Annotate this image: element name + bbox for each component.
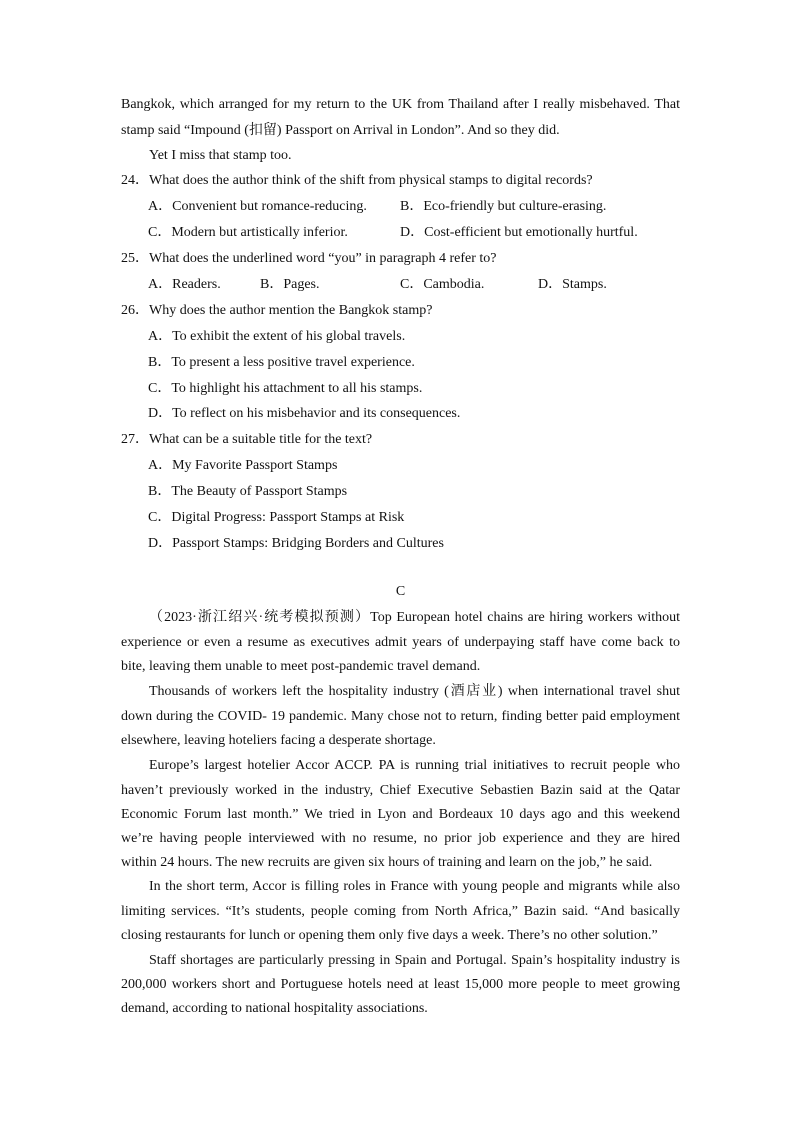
question-24-option-a: A．Convenient but romance-reducing.: [148, 199, 367, 214]
question-26-stem: 26．Why does the author mention the Bangkok stamp?: [121, 303, 433, 318]
passage-b-line-1: Bangkok, which arranged for my return to the UK from Thailand after I really misbehaved. That: [121, 97, 680, 112]
question-26-option-c: C．To highlight his attachment to all his stamps.: [148, 381, 423, 396]
passage-c-p4-line-3: closing restaurants for lunch or opening them only five days a week. There’s no other solution.”: [121, 928, 658, 943]
passage-c-p3-line-1: Europe’s largest hotelier Accor ACCP. PA is running trial initiatives to recruit people who: [149, 758, 680, 773]
question-25-stem: 25．What does the underlined word “you” in paragraph 4 refer to?: [121, 251, 497, 266]
question-25-option-b: B．Pages.: [260, 277, 320, 292]
question-26-option-d: D．To reflect on his misbehavior and its consequences.: [148, 406, 461, 421]
passage-c-p3-line-2: haven’t previously worked in the industry, Chief Executive Sebastien Bazin said at the Qatar: [121, 783, 680, 798]
passage-c-p4-line-2: limiting services. “It’s students, people coming from North Africa,” Bazin said. “And basically: [121, 904, 680, 919]
passage-c-p1-line-2: experience or even a resume as executives admit years of underpaying staff have come back to: [121, 635, 680, 650]
passage-c-p2-line-1: Thousands of workers left the hospitality industry (酒店业) when international travel shut: [149, 684, 680, 699]
question-25-option-a: A．Readers.: [148, 277, 221, 292]
passage-c-p3-line-4: we’re having people interviewed with no resume, no prior job experience and they are hired: [121, 831, 680, 846]
passage-c-p5-line-1: Staff shortages are particularly pressing in Spain and Portugal. Spain’s hospitality industry is: [149, 953, 680, 968]
question-26-option-a: A．To exhibit the extent of his global travels.: [148, 329, 406, 344]
question-27-stem: 27．What can be a suitable title for the text?: [121, 432, 373, 447]
question-27-option-c: C．Digital Progress: Passport Stamps at Risk: [148, 510, 405, 525]
question-24-option-b: B．Eco-friendly but culture-erasing.: [400, 199, 607, 214]
passage-c-p2-line-3: elsewhere, leaving hoteliers facing a desperate shortage.: [121, 733, 436, 748]
passage-c-p1-line-1: （2023·浙江绍兴·统考模拟预测）Top European hotel chains are hiring workers without: [149, 610, 680, 625]
passage-c-heading: C: [395, 584, 406, 599]
passage-c-p3-line-5: within 24 hours. The new recruits are given six hours of training and learn on the job,” he said.: [121, 855, 653, 870]
passage-c-p1-line-3: bite, leaving them unable to meet post-pandemic travel demand.: [121, 659, 481, 674]
passage-c-p5-line-2: 200,000 workers short and Portuguese hotels need at least 15,000 more people to meet growing: [121, 977, 680, 992]
question-27-option-b: B．The Beauty of Passport Stamps: [148, 484, 348, 499]
passage-c-p5-line-3: demand, according to national hospitality associations.: [121, 1001, 428, 1016]
question-25-option-d: D．Stamps.: [538, 277, 607, 292]
passage-b-line-3: Yet I miss that stamp too.: [149, 148, 292, 163]
question-25-option-c: C．Cambodia.: [400, 277, 485, 292]
question-27-option-d: D．Passport Stamps: Bridging Borders and Cultures: [148, 536, 444, 551]
question-27-option-a: A．My Favorite Passport Stamps: [148, 458, 338, 473]
question-24-stem: 24．What does the author think of the shift from physical stamps to digital records?: [121, 173, 593, 188]
passage-c-p4-line-1: In the short term, Accor is filling roles in France with young people and migrants while also: [149, 879, 680, 894]
question-24-option-c: C．Modern but artistically inferior.: [148, 225, 348, 240]
question-26-option-b: B．To present a less positive travel experience.: [148, 355, 415, 370]
passage-c-p2-line-2: down during the COVID- 19 pandemic. Many chose not to return, finding better paid employment: [121, 709, 680, 724]
passage-c-p3-line-3: Economic Forum last month.” We tried in Lyon and Bordeaux 10 days ago and this weekend: [121, 807, 680, 822]
question-24-option-d: D．Cost-efficient but emotionally hurtful.: [400, 225, 638, 240]
passage-b-line-2: stamp said “Impound (扣留) Passport on Arrival in London”. And so they did.: [121, 123, 560, 138]
